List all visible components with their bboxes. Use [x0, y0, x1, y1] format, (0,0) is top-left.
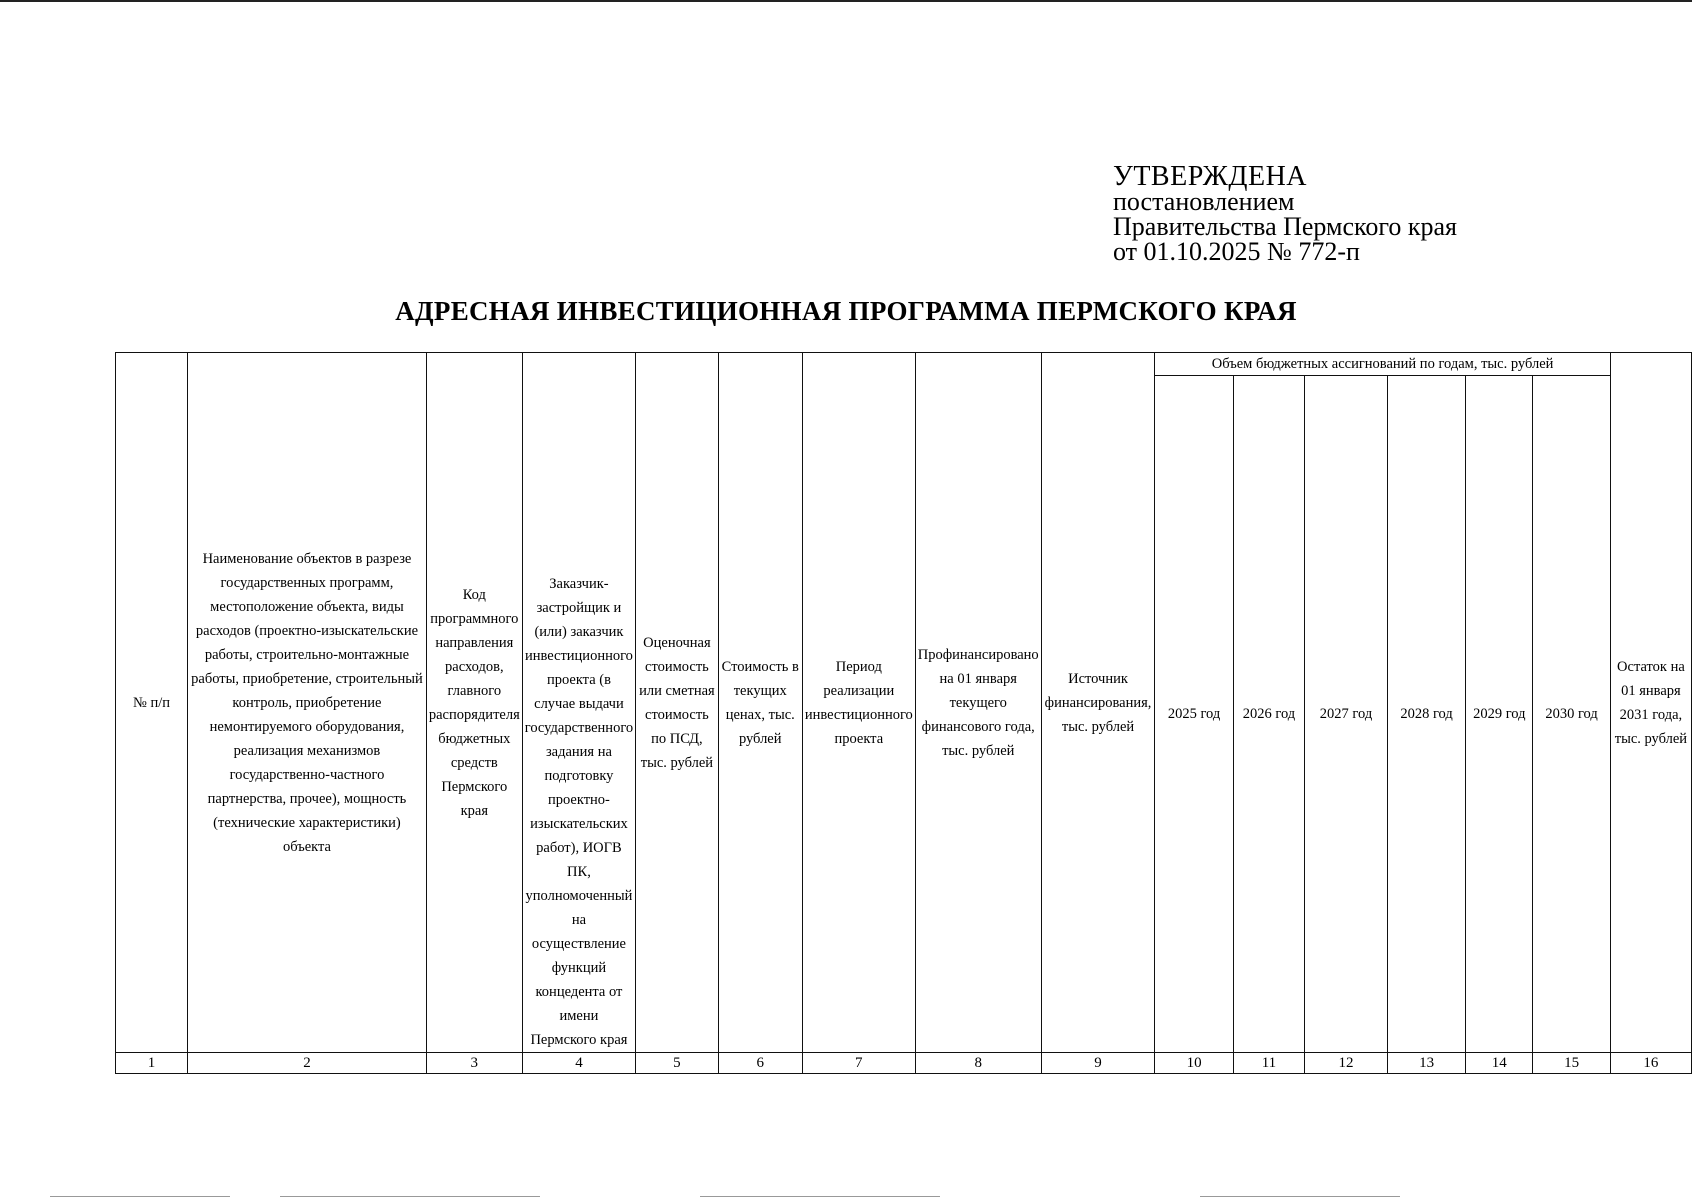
header-year-2027: 2027 год	[1305, 376, 1388, 1053]
header-current-cost: Стоимость в текущих ценах, тыс. рублей	[718, 353, 802, 1053]
header-customer: Заказчик-застройщик и (или) заказчик инвестиционного проекта (в случае выдачи государственного задания на подготовку проектно-изыскательских работ), ИОГВ ПК, уполномоченный на осуществление функций концедента от имени Пермского края	[522, 353, 635, 1053]
header-year-2029: 2029 год	[1466, 376, 1533, 1053]
column-number: 3	[426, 1053, 522, 1074]
column-number: 6	[718, 1053, 802, 1074]
investment-program-table	[115, 352, 1692, 1074]
column-number: 16	[1610, 1053, 1691, 1074]
header-funding-source: Источник финансирования, тыс. рублей	[1041, 353, 1155, 1053]
scan-artifact-line	[700, 1196, 940, 1197]
column-number: 5	[636, 1053, 719, 1074]
column-number: 10	[1155, 1053, 1233, 1074]
header-financed: Профинансировано на 01 января текущего финансового года, тыс. рублей	[915, 353, 1041, 1053]
approval-line-resolution: постановлением	[1113, 187, 1295, 216]
scan-artifact-line	[1200, 1196, 1400, 1197]
approval-line-date-number: от 01.10.2025 № 772-п	[1113, 237, 1360, 266]
header-remaining: Остаток на 01 января 2031 года, тыс. рублей	[1610, 353, 1691, 1053]
header-program-code: Код программного направления расходов, главного распорядителя бюджетных средств Пермского края	[426, 353, 522, 1053]
column-number: 2	[188, 1053, 427, 1074]
header-estimated-cost: Оценочная стоимость или сметная стоимость по ПСД, тыс. рублей	[636, 353, 719, 1053]
column-number: 15	[1533, 1053, 1611, 1074]
column-number: 13	[1387, 1053, 1465, 1074]
header-budget-allocations-group: Объем бюджетных ассигнований по годам, тыс. рублей	[1155, 353, 1610, 376]
approval-heading: УТВЕРЖДЕНА	[1113, 161, 1308, 192]
header-year-2030: 2030 год	[1533, 376, 1611, 1053]
scan-artifact-line	[280, 1196, 540, 1197]
document-title: АДРЕСНАЯ ИНВЕСТИЦИОННАЯ ПРОГРАММА ПЕРМСКОГО КРАЯ	[395, 296, 1297, 326]
header-number: № п/п	[116, 353, 188, 1053]
header-object-name: Наименование объектов в разрезе государственных программ, местоположение объекта, виды расходов (проектно-изыскательские работы, строительно-монтажные работы, приобретение, строительный контроль, приобретение немонтируемого оборудования, реализация механизмов государственно-частного партнерства, прочее), мощность (технические характеристики) объекта	[188, 353, 427, 1053]
approval-stamp	[1113, 161, 1457, 266]
column-number: 4	[522, 1053, 635, 1074]
header-period: Период реализации инвестиционного проекта	[802, 353, 915, 1053]
scan-artifact-line	[50, 1196, 230, 1197]
header-year-2026: 2026 год	[1233, 376, 1304, 1053]
column-number: 12	[1305, 1053, 1388, 1074]
column-number: 1	[116, 1053, 188, 1074]
column-number: 8	[915, 1053, 1041, 1074]
column-number: 9	[1041, 1053, 1155, 1074]
approval-line-government: Правительства Пермского края	[1113, 212, 1457, 241]
header-year-2028: 2028 год	[1387, 376, 1465, 1053]
column-number: 7	[802, 1053, 915, 1074]
column-number: 11	[1233, 1053, 1304, 1074]
top-border-line	[0, 0, 1692, 2]
column-number: 14	[1466, 1053, 1533, 1074]
header-year-2025: 2025 год	[1155, 376, 1233, 1053]
column-number-row	[116, 1053, 1692, 1074]
